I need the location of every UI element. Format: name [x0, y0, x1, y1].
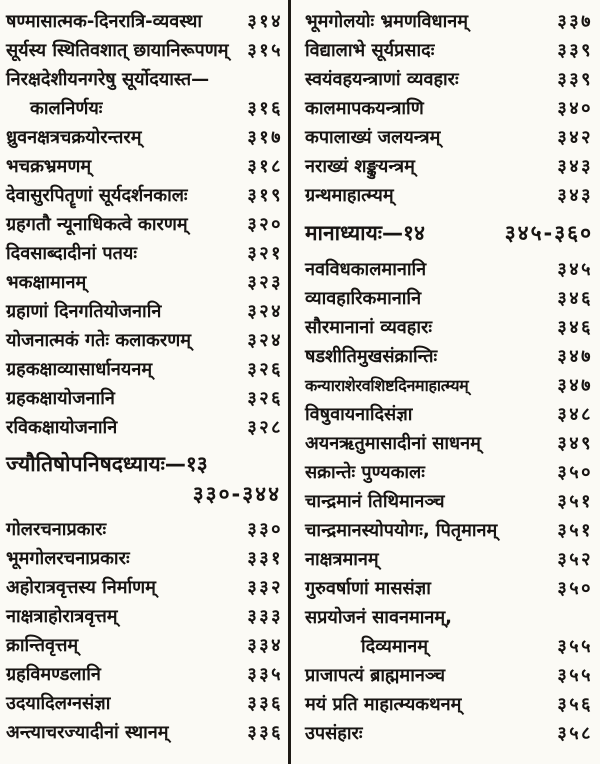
entry-page-number: ३२१	[247, 243, 283, 264]
entry-title: उदयादिलग्नसंज्ञा	[6, 693, 111, 714]
entry-title: भकक्षामानम्	[6, 272, 87, 293]
toc-entry	[6, 515, 283, 544]
toc-entry	[305, 719, 593, 748]
entry-title: मयं प्रति माहात्म्यकथनम्	[305, 694, 462, 715]
entry-title: योजनात्मकं गतेः कलाकरणम्	[6, 330, 191, 351]
entry-title: ध्रुवनक्षत्रचक्रयोरन्तरम्	[6, 127, 142, 148]
entry-page-number: ३३३	[247, 606, 283, 627]
entry-page-number: ३५८	[557, 723, 593, 744]
toc-entry	[305, 690, 593, 719]
entry-title: विषुवायनादिसंज्ञा	[305, 404, 413, 425]
entry-page-number: ३२६	[247, 388, 283, 409]
toc-entry	[305, 181, 593, 210]
entry-title: चान्द्रमानं तिथिमानञ्च	[305, 491, 445, 512]
toc-entry	[6, 718, 283, 747]
toc-entry	[305, 661, 593, 690]
entry-title: ग्रहकक्षाव्यासार्धानयनम्	[6, 359, 153, 380]
toc-entry	[6, 36, 283, 65]
entry-title: चान्द्रमानस्योपयोगः, पितृमानम्	[305, 520, 498, 541]
toc-entry	[6, 689, 283, 718]
entry-page-number: ३४६	[557, 317, 593, 338]
entry-page-number: ३२०	[247, 214, 283, 235]
toc-entry	[305, 94, 593, 123]
toc-entry	[6, 268, 283, 297]
toc-entry	[305, 545, 593, 574]
entry-title: कन्याराशेरवशिष्टदिनमाहात्म्यम्	[305, 376, 469, 395]
entry-title: अन्त्याचरज्यादीनां स्थानम्	[6, 722, 169, 743]
toc-entry	[6, 355, 283, 384]
entry-title: भचक्रभ्रमणम्	[6, 156, 92, 177]
toc-entry	[6, 413, 283, 442]
toc-entry	[6, 65, 283, 94]
entry-title: प्राजापत्यं ब्राह्ममानञ्च	[305, 665, 446, 686]
entry-page-number: ३४७	[557, 375, 593, 396]
entry-page-number: ३४५	[557, 259, 593, 280]
toc-entry	[305, 255, 593, 284]
toc-entry	[6, 602, 283, 631]
entry-title: सक्रान्तेः पुण्यकालः	[305, 462, 425, 483]
entry-page-number: ३५१	[557, 491, 593, 512]
toc-entry	[6, 7, 283, 36]
entry-page-number: ३१४	[247, 11, 283, 32]
entry-title: देवासुरपितॄणां सूर्यदर्शनकालः	[6, 185, 188, 206]
toc-entry	[6, 239, 283, 268]
entry-title: कालनिर्णयः	[30, 98, 103, 119]
entry-page-number: ३१५	[247, 40, 283, 61]
entry-page-number: ३४६	[557, 288, 593, 309]
toc-entry-continuation	[6, 94, 283, 123]
toc-entry	[305, 458, 593, 487]
entry-page-number: ३१९	[247, 185, 283, 206]
toc-entry	[305, 313, 593, 342]
entry-title: ग्रहाणां दिनगतियोजनानि	[6, 301, 162, 322]
toc-left-column	[0, 0, 291, 764]
chapter-13-title: ज्यौतिषोपनिषदध्यायः—१३	[6, 452, 208, 476]
entry-title: विद्यालाभे सूर्यप्रसादः	[305, 40, 435, 61]
toc-entry	[305, 7, 593, 36]
entry-page-number: ३३२	[247, 577, 283, 598]
entry-title: कपालाख्यं जलयन्त्रम्	[305, 127, 441, 148]
toc-entry	[305, 516, 593, 545]
entry-title: कालमापकयन्त्राणि	[305, 98, 424, 119]
entry-title: दिव्यमानम्	[361, 636, 428, 657]
entry-page-number: ३१८	[247, 156, 283, 177]
chapter-14-section-heading	[305, 218, 593, 248]
entry-page-number: ३४०	[557, 98, 593, 119]
entry-page-number: ३३१	[247, 548, 283, 569]
entry-page-number: ३३५	[247, 664, 283, 685]
entry-page-number: ३४२	[557, 127, 593, 148]
entry-title: भूमगोलरचनाप्रकारः	[6, 548, 130, 569]
entry-page-number: ३२४	[247, 330, 283, 351]
toc-entry	[305, 371, 593, 400]
entry-title: रविकक्षायोजनानि	[6, 417, 118, 438]
entry-page-number: ३४९	[557, 433, 593, 454]
toc-entry	[305, 603, 593, 632]
entry-title: स्वयंवहयन्त्राणां व्यवहारः	[305, 69, 459, 90]
entry-page-number: ३४७	[557, 346, 593, 367]
entry-page-number: ३१६	[247, 98, 283, 119]
entry-page-number: ३४३	[557, 185, 593, 206]
entry-page-number: ३५५	[557, 665, 593, 686]
toc-entry	[305, 65, 593, 94]
toc-entry	[6, 123, 283, 152]
entry-title: षडशीतिमुखसंक्रान्तिः	[305, 346, 438, 367]
entry-title: अयनऋतुमासादीनां साधनम्	[305, 433, 481, 454]
entry-page-number: ३५६	[557, 694, 593, 715]
entry-title: ग्रहविमण्डलानि	[6, 664, 101, 685]
entry-title: उपसंहारः	[305, 723, 363, 744]
entry-page-number: ३५२	[557, 549, 593, 570]
toc-entry	[305, 152, 593, 181]
toc-entry	[6, 544, 283, 573]
entry-page-number: ३३६	[247, 722, 283, 743]
toc-entry	[6, 326, 283, 355]
entry-title: नाक्षत्राहोरात्रवृत्तम्	[6, 606, 118, 627]
chapter-14-title: मानाध्यायः—१४	[305, 221, 425, 245]
entry-title: सौरमानानां व्यवहारः	[305, 317, 433, 338]
entry-page-number: ३५५	[557, 636, 593, 657]
entry-page-number: ३२३	[247, 272, 283, 293]
entry-title: ग्रहकक्षायोजनानि	[6, 388, 115, 409]
toc-right-column	[291, 0, 600, 764]
chapter-14-page-range: ३४५-३६०	[504, 221, 593, 245]
entry-page-number: ३२४	[247, 301, 283, 322]
toc-entry	[305, 487, 593, 516]
entry-page-number: ३३९	[557, 40, 593, 61]
entry-title: दिवसाब्दादीनां पतयः	[6, 243, 137, 264]
entry-title: षण्मासात्मक-दिनरात्रि-व्यवस्था	[6, 11, 203, 32]
entry-title: भूमगोलयोः भ्रमणविधानम्	[305, 11, 469, 32]
toc-entry	[6, 152, 283, 181]
entry-page-number: ३३६	[247, 693, 283, 714]
chapter-13-page-range: ३३०-३४४	[192, 482, 281, 506]
entry-title: नाक्षत्रमानम्	[305, 549, 379, 570]
entry-title: अहोरात्रवृत्तस्य निर्माणम्	[6, 577, 156, 598]
entry-title: क्रान्तिवृत्तम्	[6, 635, 79, 656]
toc-entry	[6, 210, 283, 239]
entry-page-number: ३३०	[247, 519, 283, 540]
entry-title: नवविधकालमानानि	[305, 259, 427, 280]
entry-page-number: ३५०	[557, 578, 593, 599]
toc-entry	[305, 123, 593, 152]
entry-title: निरक्षदेशीयनगरेषु सूर्योदयास्त—	[6, 69, 210, 90]
toc-entry	[6, 297, 283, 326]
entry-page-number: ३५१	[557, 520, 593, 541]
toc-entry	[305, 284, 593, 313]
entry-page-number: ३३४	[247, 635, 283, 656]
entry-title: सूर्यस्य स्थितिवशात् छायानिरूपणम्	[6, 40, 229, 61]
entry-page-number: ३३७	[557, 11, 593, 32]
entry-title: गुरुवर्षाणां माससंज्ञा	[305, 578, 431, 599]
entry-page-number: ३२८	[247, 417, 283, 438]
chapter-13-section-heading	[6, 449, 283, 509]
entry-page-number: ३२६	[247, 359, 283, 380]
entry-page-number: ३३९	[557, 69, 593, 90]
toc-entry	[305, 429, 593, 458]
entry-title: गोलरचनाप्रकारः	[6, 519, 107, 540]
entry-page-number: ३१७	[247, 127, 283, 148]
entry-title: व्यावहारिकमानानि	[305, 288, 422, 309]
toc-entry	[6, 660, 283, 689]
toc-entry-continuation	[305, 632, 593, 661]
toc-entry	[6, 181, 283, 210]
toc-entry	[305, 574, 593, 603]
entry-page-number: ३५०	[557, 462, 593, 483]
toc-entry	[6, 384, 283, 413]
entry-page-number: ३४८	[557, 404, 593, 425]
toc-entry	[6, 573, 283, 602]
entry-title: ग्रन्थमाहात्म्यम्	[305, 185, 394, 206]
toc-entry	[6, 631, 283, 660]
toc-entry	[305, 342, 593, 371]
entry-title: नराख्यं शङ्कुयन्त्रम्	[305, 156, 415, 177]
entry-page-number: ३४३	[557, 156, 593, 177]
toc-entry	[305, 36, 593, 65]
entry-title: सप्रयोजनं सावनमानम्,	[305, 607, 452, 628]
entry-title: ग्रहगतौ न्यूनाधिकत्वे कारणम्	[6, 214, 188, 235]
toc-entry	[305, 400, 593, 429]
